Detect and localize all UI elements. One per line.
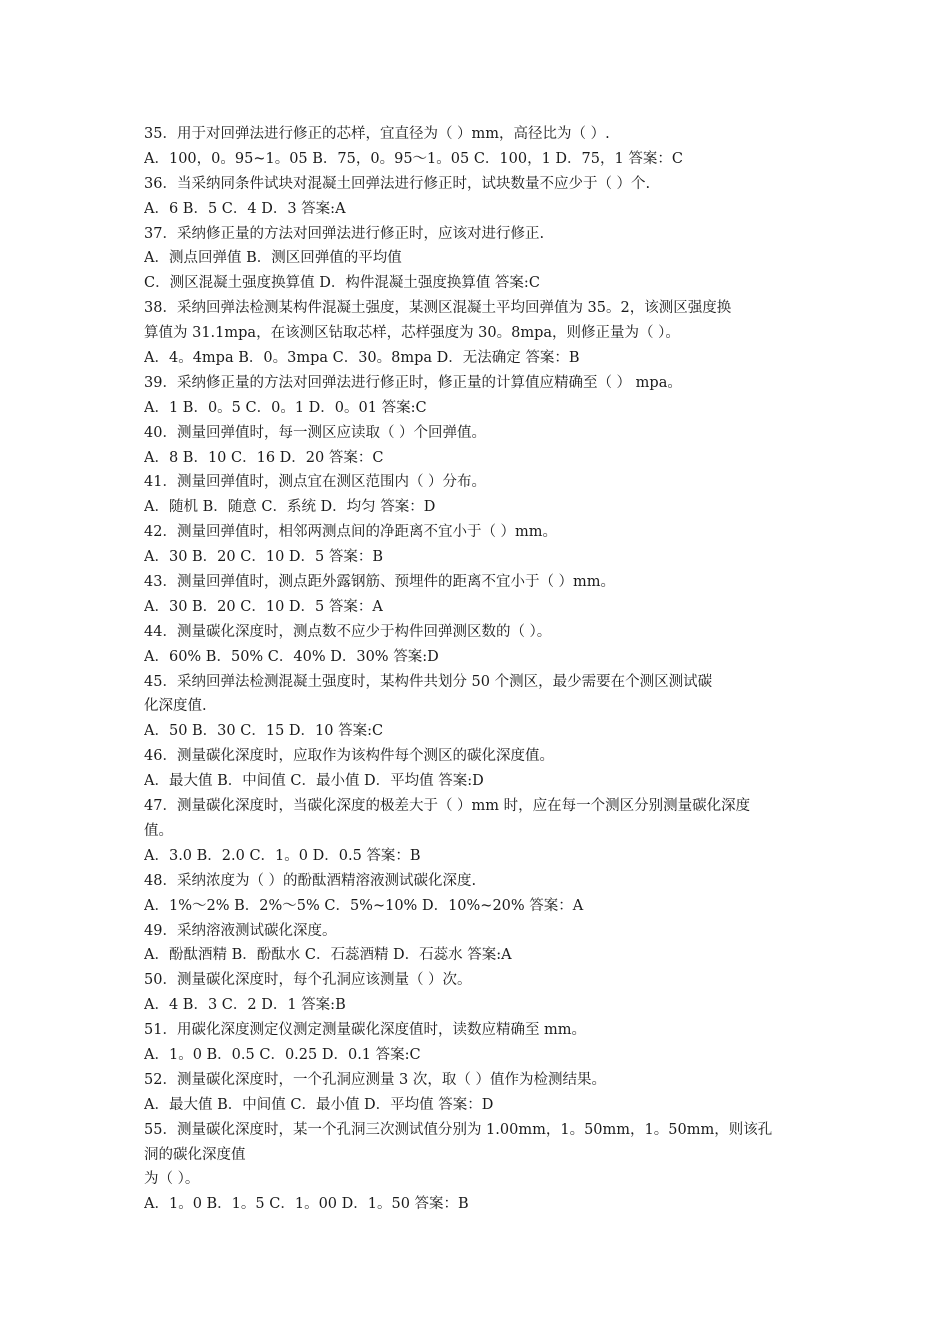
question-line: 52．测量碳化深度时，一个孔洞应测量 3 次，取（ ）值作为检测结果。 (144, 1071, 607, 1088)
answer-line: A．50 B．30 C．15 D．10 答案:C (144, 723, 384, 740)
answer-line: A．30 B．20 C．10 D．5 答案：A (144, 598, 383, 615)
answer-line: A．1。0 B．0.5 C．0.25 D．0.1 答案:C (144, 1046, 421, 1063)
question-line: 38．采纳回弹法检测某构件混凝土强度，某测区混凝土平均回弹值为 35。2，该测区强度换 (144, 300, 732, 317)
answer-line: A．最大值 B．中间值 C．最小值 D．平均值 答案：D (144, 1096, 494, 1113)
question-line: 36．当采纳同条件试块对混凝土回弹法进行修正时，试块数量不应少于（ ）个. (144, 175, 651, 192)
question-line: 化深度值. (144, 698, 207, 715)
answer-line: A．6 B．5 C．4 D．3 答案:A (144, 200, 346, 217)
question-line: 46．测量碳化深度时，应取作为该构件每个测区的碳化深度值。 (144, 748, 554, 765)
answer-line: A．最大值 B．中间值 C．最小值 D．平均值 答案:D (144, 773, 484, 790)
answer-line: A．1。0 B．1。5 C．1。00 D．1。50 答案：B (144, 1196, 469, 1213)
answer-line: A．100，0。95~1。05 B．75，0。95～1。05 C．100，1 D．75，1 答案：C (144, 150, 683, 167)
answer-line: C．测区混凝土强度换算值 D．构件混凝土强度换算值 答案:C (144, 275, 540, 292)
answer-line: A．酚酞酒精 B．酚酞水 C．石蕊酒精 D．石蕊水 答案:A (144, 947, 512, 964)
question-line: 47．测量碳化深度时，当碳化深度的极差大于（ ）mm 时，应在每一个测区分别测量碳化深度 (144, 798, 751, 815)
answer-line: A．1%～2% B．2%～5% C．5%~10% D．10%~20% 答案：A (144, 897, 584, 914)
question-line: 51．用碳化深度测定仪测定测量碳化深度值时，读数应精确至 mm。 (144, 1022, 587, 1039)
answer-line: A．4 B．3 C．2 D．1 答案:B (144, 997, 346, 1014)
question-line: 40．测量回弹值时，每一测区应读取（ ）个回弹值。 (144, 424, 487, 441)
question-line: 算值为 31.1mpa，在该测区钻取芯样，芯样强度为 30。8mpa，则修正量为（ ）。 (144, 325, 680, 342)
question-line: 50．测量碳化深度时，每个孔洞应该测量（ ）次。 (144, 972, 472, 989)
question-line: 43．测量回弹值时，测点距外露钢筋、预埋件的距离不宜小于（ ）mm。 (144, 574, 616, 591)
answer-line: A．测点回弹值 B．测区回弹值的平均值 (144, 250, 402, 267)
document-page (144, 122, 814, 1217)
answer-line: A．随机 B．随意 C．系统 D．均匀 答案：D (144, 499, 436, 516)
question-line: 42．测量回弹值时，相邻两测点间的净距离不宜小于（ ）mm。 (144, 524, 558, 541)
question-line: 39．采纳修正量的方法对回弹法进行修正时，修正量的计算值应精确至（ ） mpa。 (144, 374, 682, 391)
answer-line: A．8 B．10 C．16 D．20 答案：C (144, 449, 384, 466)
question-line: 为（ ）。 (144, 1171, 200, 1188)
question-line: 55．测量碳化深度时，某一个孔洞三次测试值分别为 1.00mm，1。50mm，1。50mm，则该孔 (144, 1121, 773, 1138)
answer-line: A．1 B．0。5 C．0。1 D．0。01 答案:C (144, 399, 427, 416)
question-line: 值。 (144, 822, 173, 839)
question-line: 37．采纳修正量的方法对回弹法进行修正时，应该对进行修正. (144, 225, 545, 242)
answer-line: A．30 B．20 C．10 D．5 答案：B (144, 549, 384, 566)
question-line: 49．采纳溶液测试碳化深度。 (144, 922, 337, 939)
question-line: 洞的碳化深度值 (144, 1146, 246, 1163)
answer-line: A．4。4mpa B．0。3mpa C．30。8mpa D．无法确定 答案：B (144, 350, 580, 367)
question-line: 41．测量回弹值时，测点宜在测区范围内（ ）分布。 (144, 474, 487, 491)
question-line: 48．采纳浓度为（ ）的酚酞酒精溶液测试碳化深度. (144, 872, 477, 889)
question-line: 35．用于对回弹法进行修正的芯样，宜直径为（ ）mm，高径比为（ ）. (144, 126, 610, 142)
question-line: 45．采纳回弹法检测混凝土强度时，某构件共划分 50 个测区，最少需要在个测区测试碳 (144, 673, 713, 690)
question-line: 44．测量碳化深度时，测点数不应少于构件回弹测区数的（ ）。 (144, 623, 552, 640)
answer-line: A．3.0 B．2.0 C．1。0 D．0.5 答案：B (144, 847, 421, 864)
answer-line: A．60% B．50% C．40% D．30% 答案:D (144, 648, 439, 665)
